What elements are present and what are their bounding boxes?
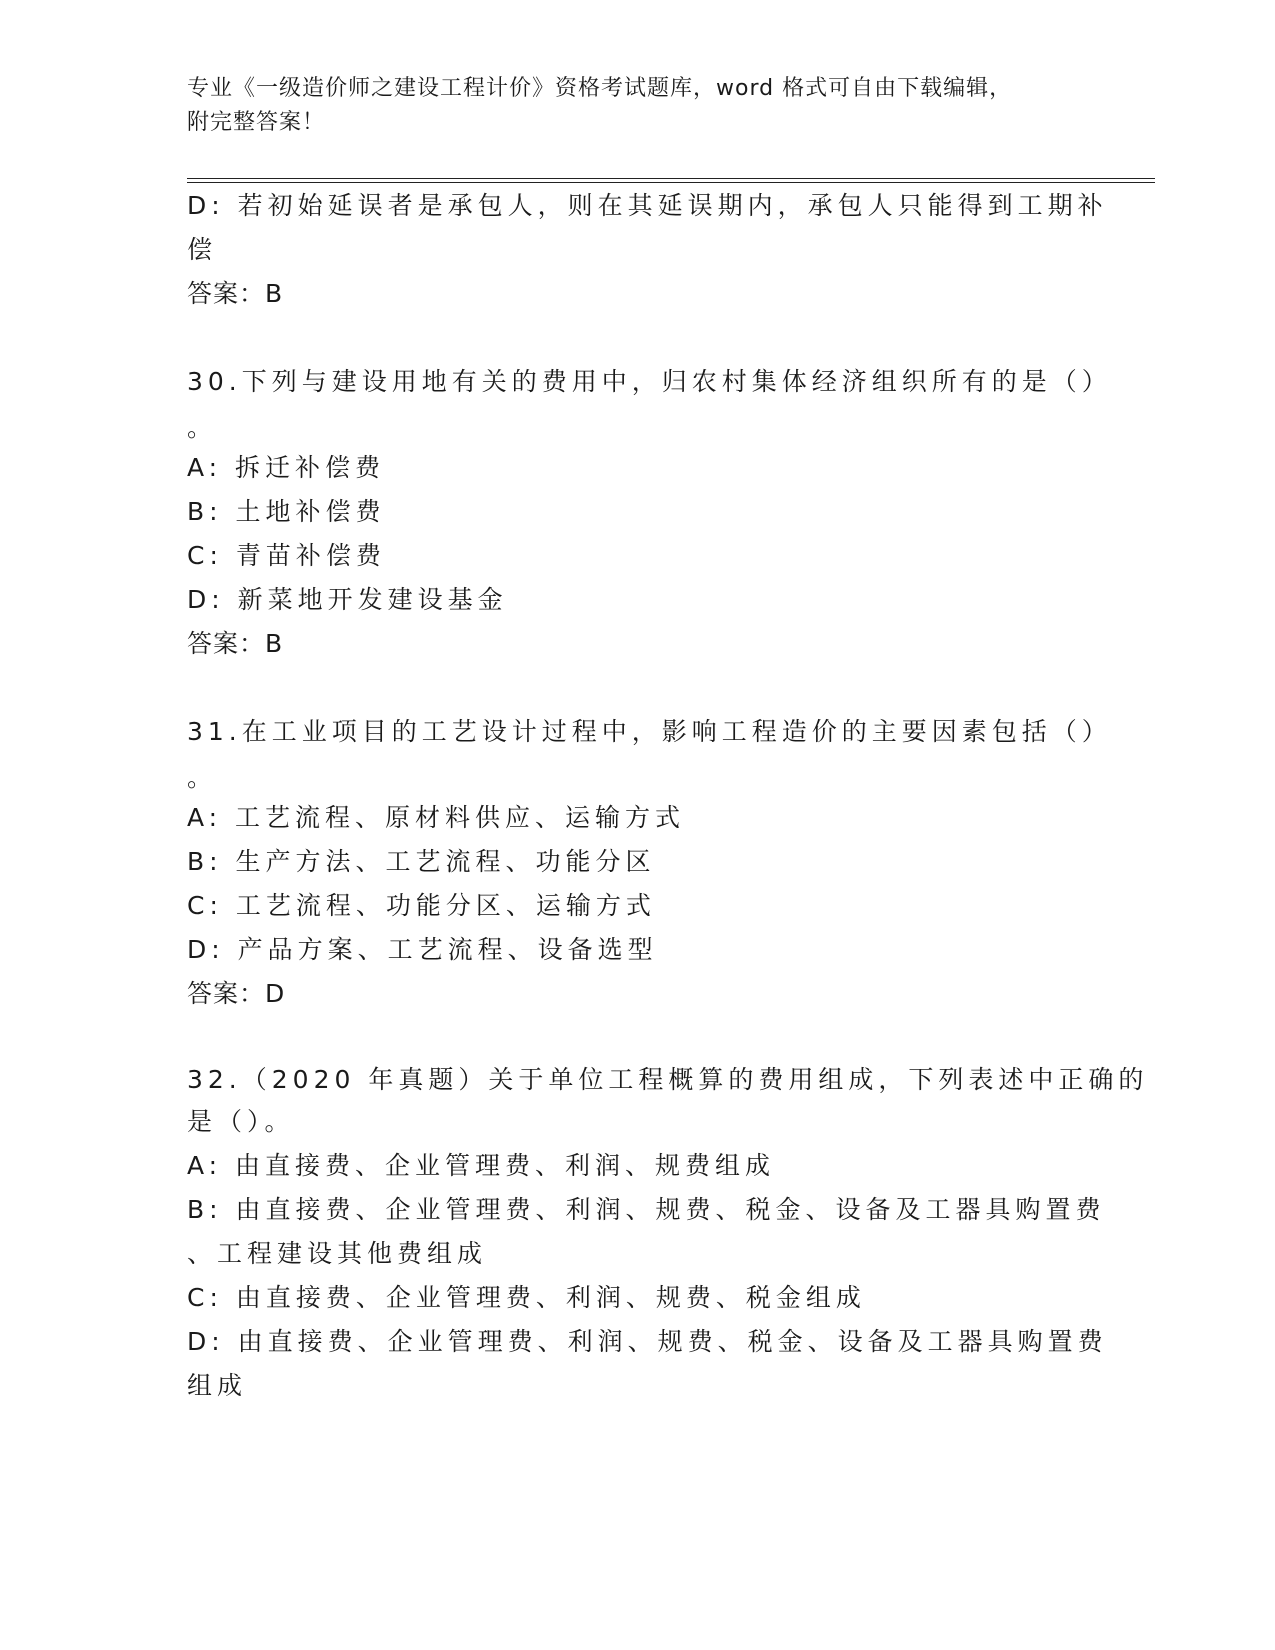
prev-answer: 答案：B xyxy=(187,279,284,308)
q32-option-d-line-2: 组成 xyxy=(187,1371,248,1400)
q31-answer: 答案：D xyxy=(187,979,286,1008)
header-line-1: 专业《一级造价师之建设工程计价》资格考试题库，word 格式可自由下载编辑， xyxy=(187,76,1013,101)
q32-stem-line-2: 是（）。 xyxy=(187,1107,295,1136)
q30-option-b: B: 土地补偿费 xyxy=(187,497,386,526)
q30-stem-line-2: 。 xyxy=(187,413,213,442)
q32-option-a: A: 由直接费、企业管理费、利润、规费组成 xyxy=(187,1151,776,1180)
q30-answer: 答案：B xyxy=(187,629,284,658)
header-line-2: 附完整答案！ xyxy=(187,110,326,135)
q32-option-c: C: 由直接费、企业管理费、利润、规费、税金组成 xyxy=(187,1283,866,1312)
prev-option-d-line-1: D: 若初始延误者是承包人，则在其延误期内，承包人只能得到工期补 xyxy=(187,191,1108,220)
q30-option-a: A: 拆迁补偿费 xyxy=(187,453,386,482)
page-header xyxy=(187,72,1067,140)
prev-option-d-line-2: 偿 xyxy=(187,235,218,264)
q32-option-d-line-1: D: 由直接费、企业管理费、利润、规费、税金、设备及工器具购置费 xyxy=(187,1327,1108,1356)
q32-stem-line-1: 32.（2020 年真题）关于单位工程概算的费用组成，下列表述中正确的 xyxy=(187,1065,1149,1094)
q31-stem-line-2: 。 xyxy=(187,763,213,792)
q31-option-b: B: 生产方法、工艺流程、功能分区 xyxy=(187,847,656,876)
document-page xyxy=(187,0,1155,1650)
header-double-rule xyxy=(187,178,1155,183)
q32-option-b-line-1: B: 由直接费、企业管理费、利润、规费、税金、设备及工器具购置费 xyxy=(187,1195,1106,1224)
q31-option-a: A: 工艺流程、原材料供应、运输方式 xyxy=(187,803,686,832)
q31-stem-line-1: 31.在工业项目的工艺设计过程中，影响工程造价的主要因素包括（） xyxy=(187,717,1112,746)
q30-option-c: C: 青苗补偿费 xyxy=(187,541,386,570)
q30-option-d: D: 新菜地开发建设基金 xyxy=(187,585,508,614)
q30-stem-line-1: 30.下列与建设用地有关的费用中，归农村集体经济组织所有的是（） xyxy=(187,367,1112,396)
q31-option-c: C: 工艺流程、功能分区、运输方式 xyxy=(187,891,656,920)
q32-option-b-line-2: 、工程建设其他费组成 xyxy=(187,1239,488,1268)
q31-option-d: D: 产品方案、工艺流程、设备选型 xyxy=(187,935,658,964)
